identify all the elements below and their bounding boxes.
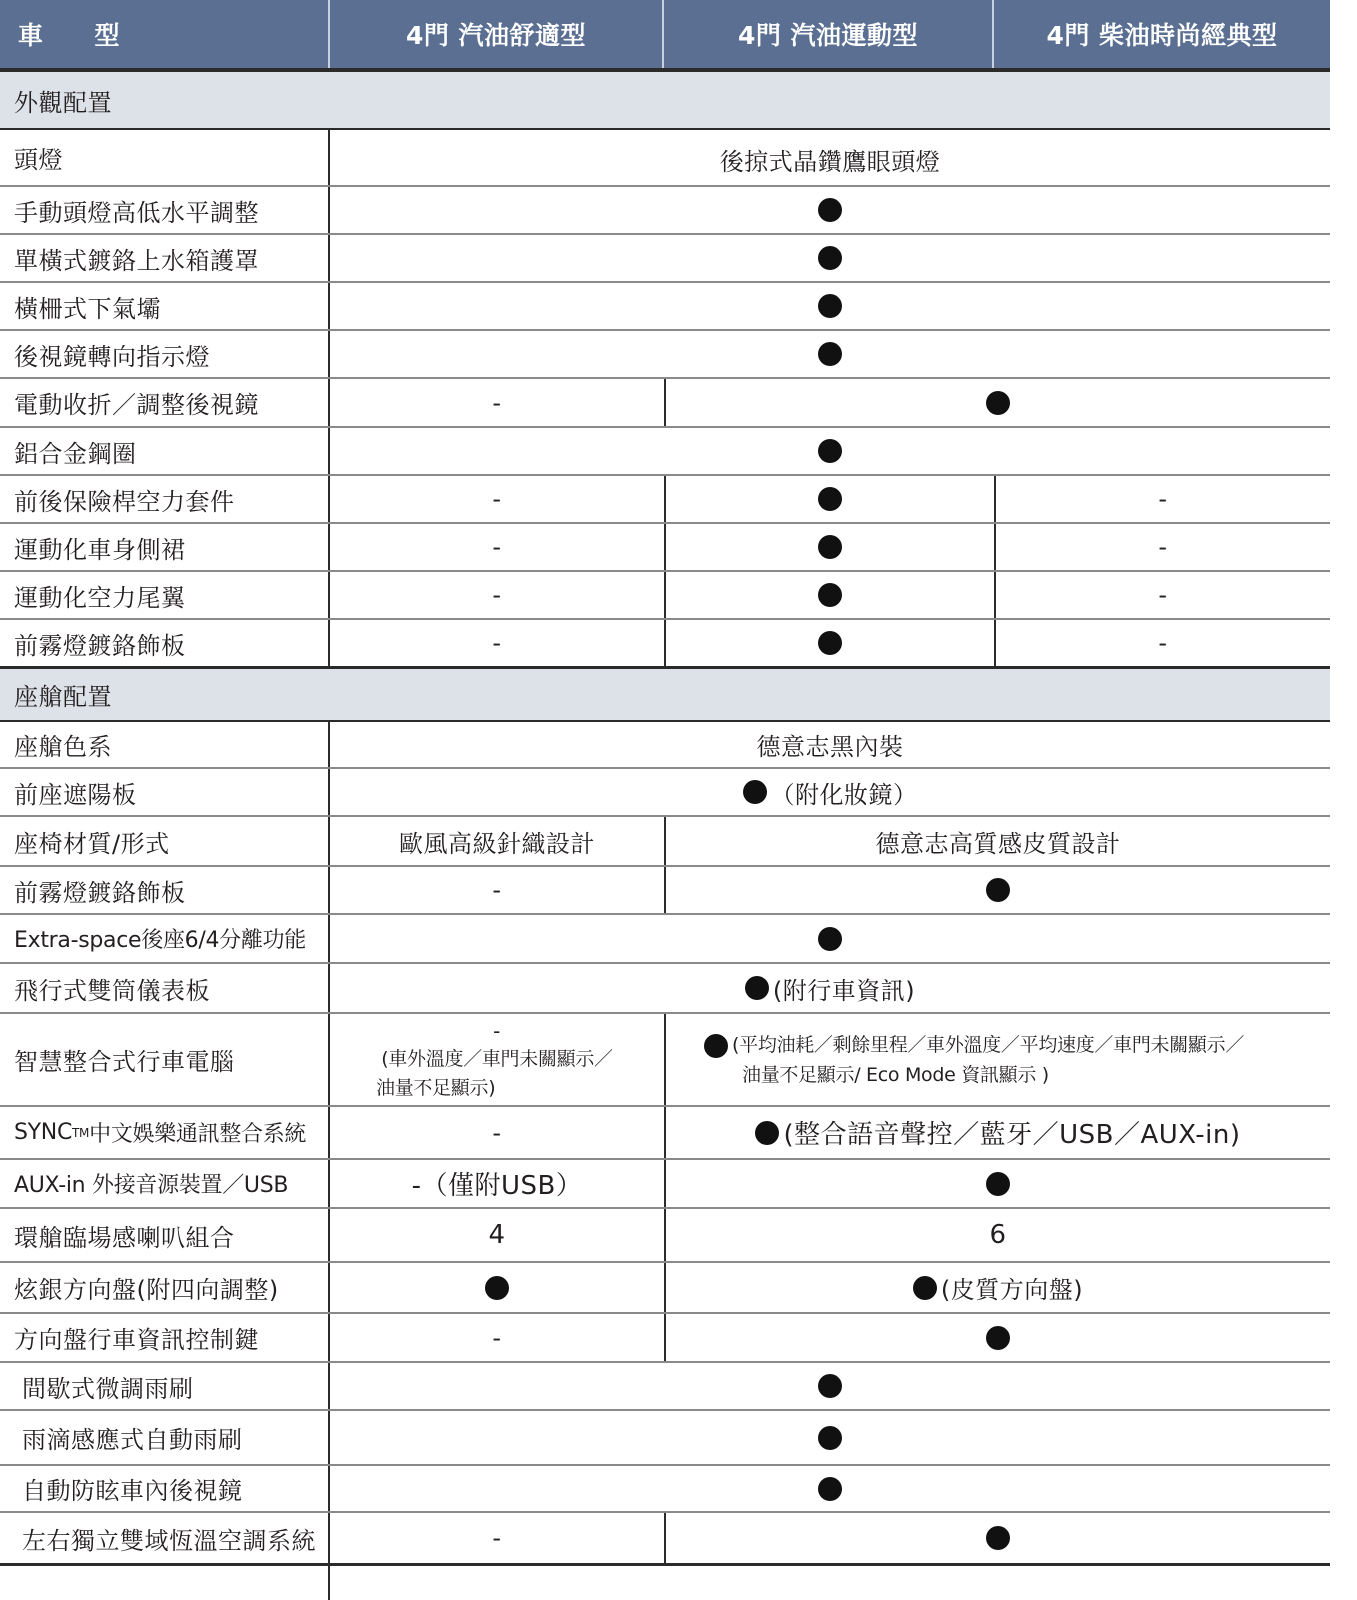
value-comfort: - (492, 388, 502, 417)
standard-dot (818, 583, 842, 607)
value-all: 後掠式晶鑽鷹眼頭燈 (719, 148, 941, 176)
row-label: 電動收折／調整後視鏡 (0, 379, 330, 426)
table-row (0, 1411, 1330, 1466)
note-text-block (732, 1030, 1244, 1090)
standard-dot (818, 246, 842, 270)
sync-label-pre: SYNC (14, 1120, 73, 1145)
value-comfort: - (492, 581, 502, 609)
dot-with-note (743, 775, 918, 810)
value-sport (664, 476, 994, 522)
section-title: 座艙配置 (14, 683, 112, 711)
value-classic: - (994, 524, 1330, 570)
value-all (330, 283, 1330, 329)
table-row (0, 476, 1330, 524)
value-sport-classic (664, 1263, 1330, 1312)
value-sport (664, 524, 994, 570)
row-label: 前後保險桿空力套件 (0, 476, 330, 522)
standard-dot (986, 391, 1010, 415)
table-row (0, 915, 1330, 964)
value-all: 德意志黑內裝 (756, 733, 904, 761)
standard-dot (818, 487, 842, 511)
standard-dot (704, 1034, 728, 1058)
row-label: 前座遮陽板 (0, 769, 330, 815)
value-comfort: - (492, 629, 502, 657)
dash-text: - (493, 1018, 501, 1043)
value-all (330, 915, 1330, 962)
row-label: 鋁合金鋼圈 (0, 428, 330, 474)
row-label: 左右獨立雙域恆溫空調系統 (0, 1513, 330, 1563)
table-row (0, 1363, 1330, 1411)
standard-dot (743, 780, 767, 804)
value-comfort (330, 1263, 664, 1312)
value-comfort: - (492, 485, 502, 513)
standard-dot (818, 1426, 842, 1450)
row-label: 橫柵式下氣壩 (0, 283, 330, 329)
value-comfort: -（僅附USB） (411, 1171, 583, 1201)
standard-dot (755, 1121, 779, 1145)
note-line2: 油量不足顯示/ Eco Mode 資訊顯示 ) (742, 1063, 1049, 1086)
label-column-tail (0, 1566, 330, 1600)
standard-dot (818, 294, 842, 318)
row-label: 座椅材質/形式 (0, 817, 330, 865)
table-row (0, 379, 1330, 428)
row-label: 後視鏡轉向指示燈 (0, 331, 330, 377)
row-label: Extra-space後座6/4分離功能 (0, 915, 330, 962)
note-text: (皮質方向盤) (940, 1276, 1084, 1304)
value-all (330, 964, 1330, 1012)
row-label: 手動頭燈高低水平調整 (0, 187, 330, 233)
value-all (330, 235, 1330, 281)
table-row (0, 187, 1330, 235)
model-label: 車 型 (0, 0, 330, 68)
table-row (0, 572, 1330, 620)
value-all (330, 331, 1330, 377)
value-all (330, 1411, 1330, 1464)
row-label: 環艙臨場感喇叭組合 (0, 1209, 330, 1261)
value-classic: - (994, 476, 1330, 522)
row-label: 炫銀方向盤(附四向調整) (0, 1263, 330, 1312)
table-row (0, 1160, 1330, 1209)
standard-dot (818, 535, 842, 559)
table-row (0, 1014, 1330, 1107)
table-row (0, 1107, 1330, 1160)
table-header (0, 0, 1330, 72)
table-row (0, 867, 1330, 915)
standard-dot (818, 1477, 842, 1501)
value-sport-classic (664, 867, 1330, 913)
table-row (0, 722, 1330, 769)
trademark-mark: TM (72, 1125, 90, 1140)
value-all (330, 1466, 1330, 1511)
value-all (330, 769, 1330, 815)
value-comfort: - (492, 1323, 502, 1352)
value-comfort: 歐風高級針織設計 (399, 829, 595, 858)
table-row (0, 428, 1330, 476)
value-sport-classic (664, 1160, 1330, 1207)
section-exterior (0, 72, 1330, 130)
value-comfort: - (492, 876, 502, 904)
trim-classic-header: 4門 柴油時尚經典型 (1046, 21, 1278, 50)
comfort-note-line1: (車外溫度／車門未關顯示／ (381, 1047, 613, 1070)
trim-comfort-header: 4門 汽油舒適型 (330, 0, 664, 68)
value-all (330, 1363, 1330, 1409)
table-row (0, 1466, 1330, 1513)
value-comfort: - (492, 1524, 502, 1552)
value-sport-classic (664, 379, 1330, 426)
section-cabin (0, 669, 1330, 722)
trim-sport-header: 4門 汽油運動型 (664, 0, 994, 68)
table-row (0, 1263, 1330, 1314)
row-label: 智慧整合式行車電腦 (0, 1014, 330, 1105)
table-row (0, 1209, 1330, 1263)
value-sport (664, 572, 994, 618)
standard-dot (485, 1276, 509, 1300)
standard-dot (986, 1526, 1010, 1550)
value-sport-classic (664, 1314, 1330, 1361)
row-label (0, 1107, 330, 1158)
value-all (330, 187, 1330, 233)
standard-dot (818, 198, 842, 222)
value-comfort (330, 1014, 664, 1105)
standard-dot (818, 342, 842, 366)
row-label: 運動化空力尾翼 (0, 572, 330, 618)
standard-dot (745, 976, 769, 1000)
table-row (0, 283, 1330, 331)
row-label: 雨滴感應式自動雨刷 (0, 1411, 330, 1464)
value-sport-classic: 6 (664, 1209, 1330, 1261)
row-label: 間歇式微調雨刷 (0, 1363, 330, 1409)
sync-label-post: 中文娛樂通訊整合系統 (89, 1122, 307, 1147)
standard-dot (986, 1326, 1010, 1350)
standard-dot (818, 927, 842, 951)
section-title: 外觀配置 (14, 88, 112, 117)
table-row (0, 620, 1330, 669)
value-sport-classic (664, 1513, 1330, 1563)
standard-dot (913, 1276, 937, 1300)
row-label: 座艙色系 (0, 722, 330, 767)
table-row (0, 524, 1330, 572)
table-row (0, 769, 1330, 817)
value-sport-classic: 德意志高質感皮質設計 (664, 817, 1330, 865)
value-comfort: - (492, 533, 502, 561)
comfort-note-line2: 油量不足顯示) (376, 1076, 496, 1099)
table-row (0, 964, 1330, 1014)
value-sport-classic (664, 1107, 1330, 1158)
row-label: 方向盤行車資訊控制鍵 (0, 1314, 330, 1361)
row-label: 前霧燈鍍鉻飾板 (0, 867, 330, 913)
dot-with-note (704, 1030, 1244, 1090)
row-label: AUX-in 外接音源裝置／USB (0, 1160, 330, 1207)
table-row (0, 1513, 1330, 1566)
row-label: 飛行式雙筒儀表板 (0, 964, 330, 1012)
standard-dot (986, 878, 1010, 902)
value-sport-classic (664, 1014, 1330, 1105)
dot-with-note (745, 971, 915, 1006)
value-classic: - (994, 620, 1330, 666)
note-line1: (平均油耗／剩餘里程／車外溫度／平均速度／車門未關顯示／ (732, 1033, 1245, 1056)
row-label: 自動防眩車內後視鏡 (0, 1466, 330, 1511)
table-row (0, 1314, 1330, 1363)
dot-with-note (755, 1114, 1240, 1151)
row-label: 運動化車身側裙 (0, 524, 330, 570)
value-sport (664, 620, 994, 666)
table-row (0, 331, 1330, 379)
standard-dot (818, 631, 842, 655)
standard-dot (818, 1374, 842, 1398)
row-label: 單橫式鍍鉻上水箱護罩 (0, 235, 330, 281)
dot-with-note (913, 1270, 1083, 1305)
value-all (330, 428, 1330, 474)
value-comfort: 4 (488, 1220, 506, 1250)
table-row (0, 817, 1330, 867)
value-comfort: - (492, 1118, 502, 1147)
standard-dot (818, 439, 842, 463)
note-text: (整合語音聲控／藍牙／USB／AUX-in) (783, 1120, 1241, 1150)
table-row (0, 130, 1330, 187)
row-label: 頭燈 (0, 130, 330, 185)
standard-dot (986, 1172, 1010, 1196)
note-text: （附化妝鏡） (770, 780, 918, 809)
row-label: 前霧燈鍍鉻飾板 (0, 620, 330, 666)
value-classic: - (994, 572, 1330, 618)
note-text: (附行車資訊) (772, 976, 916, 1005)
table-row (0, 235, 1330, 283)
